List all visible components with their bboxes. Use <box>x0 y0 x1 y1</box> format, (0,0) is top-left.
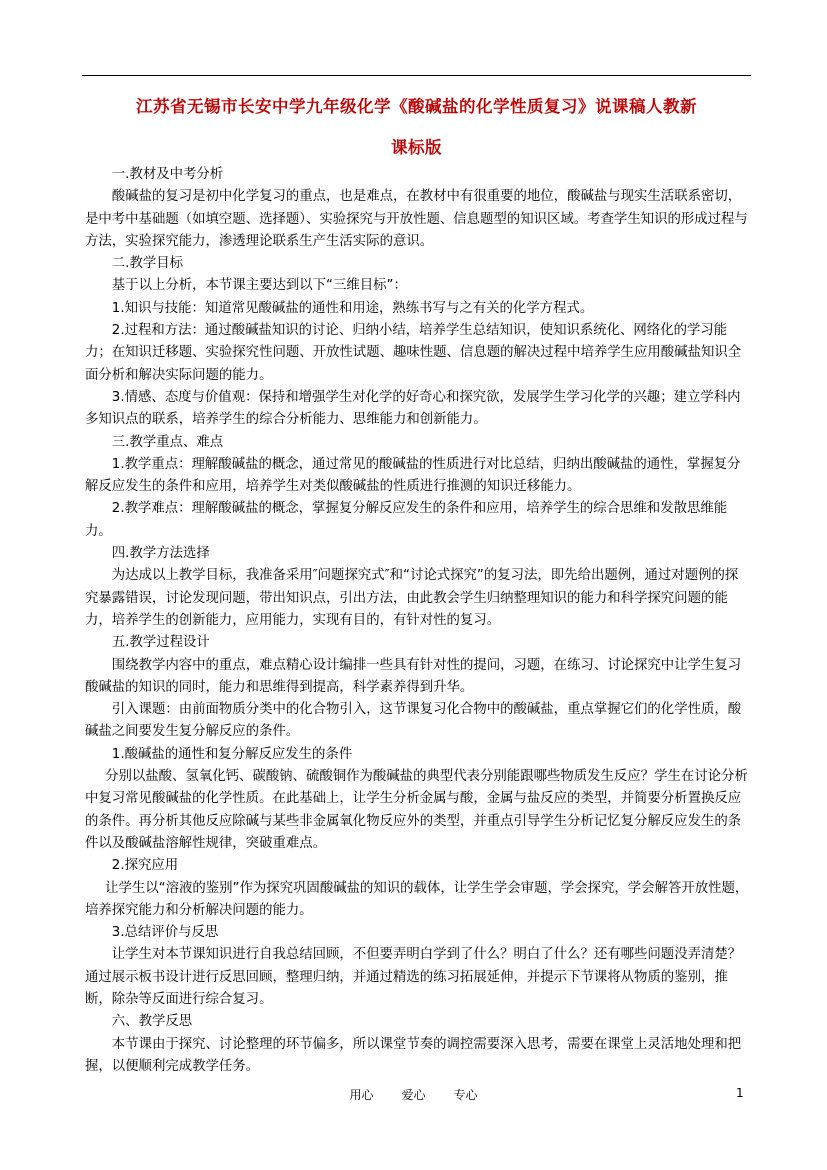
page-footer <box>0 1086 827 1106</box>
paragraph: 3.总结评价与反思 <box>111 925 219 941</box>
document-title-line1: 江苏省无锡市长安中学九年级化学《酸碱盐的化学性质复习》说课稿人教新 <box>136 97 697 116</box>
footer-motto <box>300 1086 527 1103</box>
paragraph: 基于以上分析，本节课主要达到以下“三维目标”： <box>111 278 407 294</box>
header-rule <box>82 75 751 76</box>
footer-item: 爱心 <box>401 1088 426 1102</box>
footer-item: 用心 <box>349 1088 374 1102</box>
paragraph: 分别以盐酸、氢氧化钙、碳酸钠、硫酸铜作为酸碱盐的典型代表分别能跟哪些物质发生反应？学生在讨论分析中复习常见酸碱盐的化学性质。在此基础上，让学生分析金属与酸，金属与盐反应的类型，并简要分析置换反应的条件。再分析其他反应除碱与某些非金属氧化物反应外的类型，并重点引导学生分析记忆复分解反应发生的条件以及酸碱盐溶解性规律，突破重难点。 <box>85 769 748 851</box>
paragraph: 2.过程和方法：通过酸碱盐知识的讨论、归纳小结，培养学生总结知识，使知识系统化、网络化的学习能力；在知识迁移题、实验探究性问题、开放性试题、趣味性题、信息题的解决过程中培养学生应用酸碱盐知识全面分析和解决实际问题的能力。 <box>85 323 742 383</box>
paragraph: 1.知识与技能：知道常见酸碱盐的通性和用途，熟练书写与之有关的化学方程式。 <box>111 300 594 316</box>
paragraph: 围绕教学内容中的重点，难点精心设计编排一些具有针对性的提问，习题，在练习、讨论探究中让学生复习酸碱盐的知识的同时，能力和思维得到提高，科学素养得到升华。 <box>85 657 742 695</box>
page-number: 1 <box>736 1086 744 1100</box>
document-title-line2: 课标版 <box>391 138 442 157</box>
paragraph: 2.探究应用 <box>111 858 179 874</box>
paragraph: 3.情感、态度与价值观：保持和增强学生对化学的好奇心和探究欲，发展学生学习化学的兴趣；建立学科内多知识点的联系，培养学生的综合分析能力、思维能力和创新能力。 <box>85 389 741 428</box>
document-body <box>85 164 751 1078</box>
section-heading: 五.教学过程设计 <box>111 635 210 651</box>
paragraph: 2.教学难点：理解酸碱盐的概念，掌握复分解反应发生的条件和应用，培养学生的综合思维和发散思维能力。 <box>85 501 728 539</box>
section-heading: 一.教材及中考分析 <box>111 167 224 182</box>
section-heading: 二.教学目标 <box>111 256 184 272</box>
paragraph: 让学生以“溶液的鉴别”作为探究巩固酸碱盐的知识的载体，让学生学会审题，学会探究，学会解答开放性题，培养探究能力和分析解决问题的能力。 <box>85 880 749 918</box>
paragraph: 1.酸碱盐的通性和复分解反应发生的条件 <box>111 746 353 762</box>
paragraph: 让学生对本节课知识进行自我总结回顾，不但要弄明白学到了什么？明白了什么？还有哪些问题没弄清楚？通过展示板书设计进行反思回顾，整理归纳，并通过精选的练习拓展延伸，并提示下节课将从物质的鉴别，推断，除杂等反面进行综合复习。 <box>85 947 742 1007</box>
section-heading: 六、教学反思 <box>111 1014 193 1030</box>
section-heading: 三.教学重点、难点 <box>111 434 224 450</box>
paragraph: 本节课由于探究、讨论整理的环节偏多，所以课堂节奏的调控需要深入思考，需要在课堂上灵活地处理和把握，以便顺利完成教学任务。 <box>85 1036 742 1074</box>
paragraph: 为达成以上教学目标，我准备采用″问题探究式″和“讨论式探究”的复习法，即先给出题例，通过对题例的探究暴露错误，讨论发现问题，带出知识点，引出方法，由此教会学生归纳整理知识的能力和科学探究问题的能力，培养学生的创新能力，应用能力，实现有目的，有针对性的复习。 <box>85 568 739 628</box>
footer-item: 专心 <box>453 1088 478 1102</box>
paragraph: 引入课题：由前面物质分类中的化合物引入，这节课复习化合物中的酸碱盐，重点掌握它们的化学性质，酸碱盐之间要发生复分解反应的条件。 <box>85 702 742 740</box>
paragraph: 酸碱盐的复习是初中化学复习的重点，也是难点，在教材中有很重要的地位，酸碱盐与现实生活联系密切，是中考中基础题（如填空题、选择题）、实验探究与开放性题、信息题型的知识区域。考查学生知识的形成过程与方法，实验探究能力，渗透理论联系生产生活实际的意识。 <box>85 189 748 249</box>
paragraph: 1.教学重点：理解酸碱盐的概念，通过常见的酸碱盐的性质进行对比总结，归纳出酸碱盐的通性，掌握复分解反应发生的条件和应用，培养学生对类似酸碱盐的性质进行推测的知识迁移能力。 <box>85 456 741 495</box>
section-heading: 四.教学方法选择 <box>111 546 210 562</box>
